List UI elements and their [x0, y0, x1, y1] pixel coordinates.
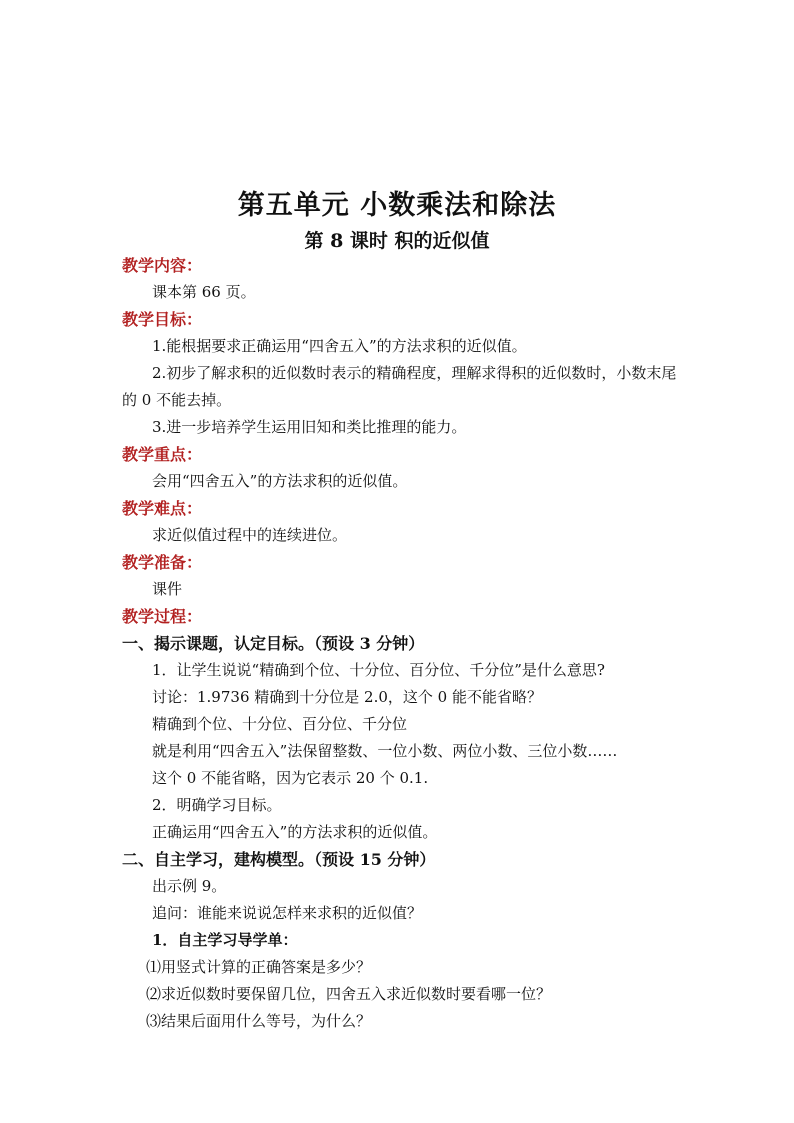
- heading-process: 教学过程：: [122, 607, 203, 626]
- section2-title: 二、自主学习，建构模型。（预设 15 分钟）: [122, 850, 436, 869]
- heading-content: 教学内容：: [122, 256, 203, 275]
- lesson-subtitle: 第 8 课时 积的近似值: [304, 230, 490, 252]
- guide-title: 1．自主学习导学单：: [152, 931, 298, 949]
- section1-line: 讨论：1.9736 精确到十分位是 2.0，这个 0 能不能省略？: [152, 688, 542, 706]
- goal-1: 1.能根据要求正确运用“四舍五入”的方法求积的近似值。: [152, 337, 527, 355]
- section1-line: 这个 0 不能省略，因为它表示 20 个 0.1.: [152, 769, 429, 787]
- section1-line: 1．让学生说说“精确到个位、十分位、百分位、千分位”是什么意思?: [152, 661, 605, 679]
- guide-question: ⑵求近似数时要保留几位，四舍五入求近似数时要看哪一位？: [146, 985, 552, 1003]
- section2-line: 出示例 9。: [152, 877, 227, 895]
- guide-question: ⑴用竖式计算的正确答案是多少？: [146, 958, 372, 976]
- guide-question: ⑶结果后面用什么等号，为什么？: [146, 1012, 372, 1030]
- section2-line: 追问：谁能来说说怎样来求积的近似值？: [152, 904, 423, 922]
- section1-line: 精确到个位、十分位、百分位、千分位: [152, 715, 408, 733]
- heading-goals: 教学目标：: [122, 310, 203, 329]
- heading-prep: 教学准备：: [122, 553, 203, 572]
- lesson-content: [122, 252, 682, 1035]
- goal-3: 3.进一步培养学生运用旧知和类比推理的能力。: [152, 418, 467, 436]
- content-text: 课本第 66 页。: [152, 283, 256, 301]
- section1-title: 一、揭示课题，认定目标。（预设 3 分钟）: [122, 634, 425, 653]
- unit-title: 第五单元 小数乘法和除法: [237, 190, 557, 221]
- section1-line: 2．明确学习目标。: [152, 796, 282, 814]
- heading-difficulty: 教学难点：: [122, 499, 203, 518]
- heading-key: 教学重点：: [122, 445, 203, 464]
- key-text: 会用“四舍五入”的方法求积的近似值。: [152, 472, 408, 490]
- goal-2: 2.初步了解求积的近似数时表示的精确程度，理解求得积的近似数时，小数末尾的 0 不能去掉。: [122, 364, 677, 409]
- section1-line: 就是利用“四舍五入”法保留整数、一位小数、两位小数、三位小数……: [152, 742, 618, 760]
- section1-line: 正确运用“四舍五入”的方法求积的近似值。: [152, 823, 438, 841]
- difficulty-text: 求近似值过程中的连续进位。: [152, 526, 348, 544]
- prep-text: 课件: [152, 580, 183, 598]
